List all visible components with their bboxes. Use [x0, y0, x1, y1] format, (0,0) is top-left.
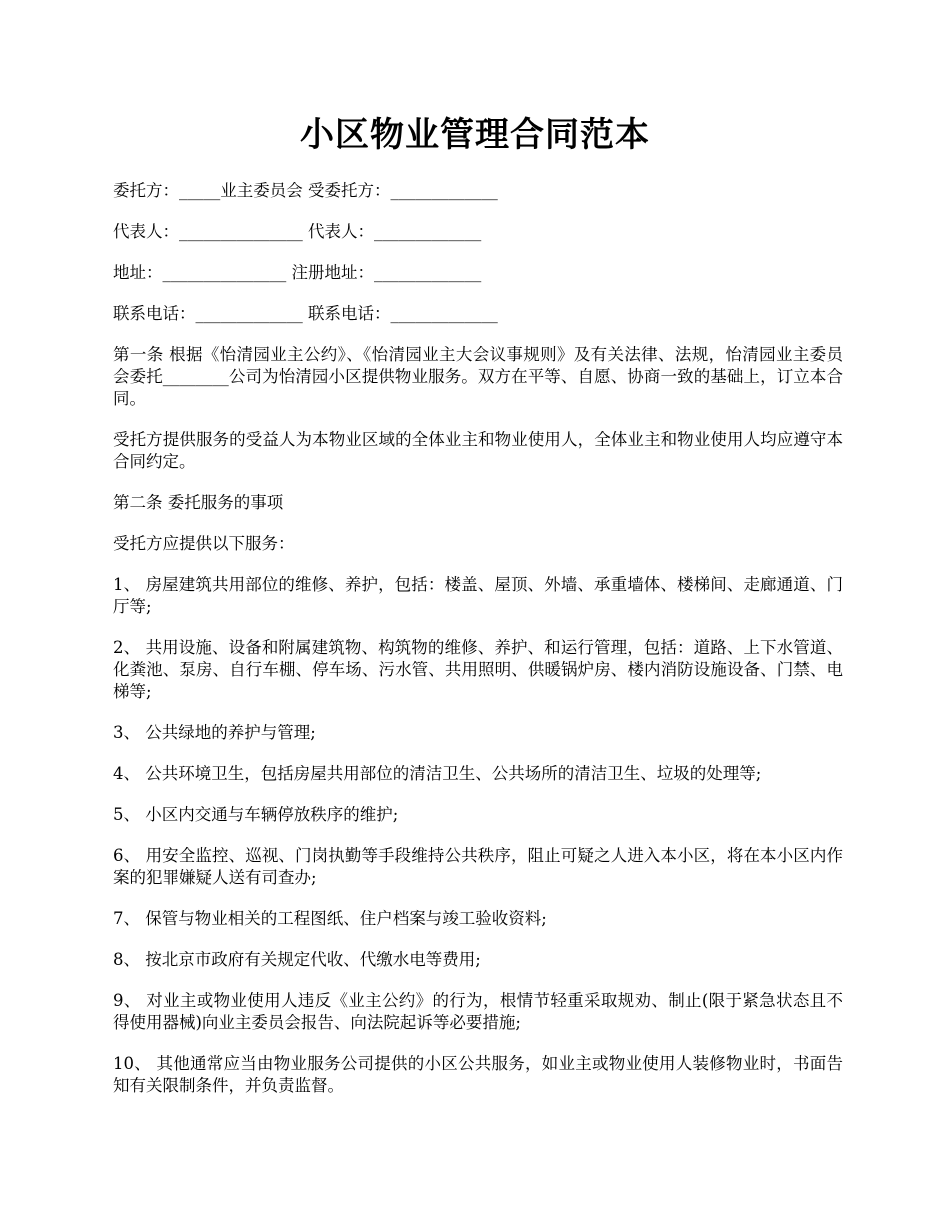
service-item: 7、 保管与物业相关的工程图纸、住户档案与竣工验收资料;: [113, 909, 547, 928]
service-item: 10、 其他通常应当由物业服务公司提供的小区公共服务，如业主或物业使用人装修物业时，书面告知有关限制条件，并负责监督。: [113, 1054, 843, 1095]
service-item: 2、 共用设施、设备和附属建筑物、构筑物的维修、养护、和运行管理，包括：道路、上下水管道、化粪池、泵房、自行车棚、停车场、污水管、共用照明、供暖锅炉房、楼内消防设施设备、门禁、电梯等;: [113, 638, 843, 701]
document-title: 小区物业管理合同范本: [300, 115, 650, 155]
service-item: 3、 公共绿地的养护与管理;: [113, 723, 316, 742]
service-item: 1、 房屋建筑共用部位的维修、养护，包括：楼盖、屋顶、外墙、承重墙体、楼梯间、走廊通道、门厅等;: [113, 575, 843, 616]
party-line-client: 委托方：_____业主委员会 受委托方：_____________: [113, 181, 498, 200]
party-line-representative: 代表人：_______________ 代表人：_____________: [113, 222, 482, 241]
services-intro: 受托方应提供以下服务：: [113, 534, 295, 553]
service-item: 5、 小区内交通与车辆停放秩序的维护;: [113, 805, 399, 824]
article-2-heading: 第二条 委托服务的事项: [113, 493, 284, 512]
beneficiary-paragraph: 受托方提供服务的受益人为本物业区域的全体业主和物业使用人，全体业主和物业使用人均应遵守本合同约定。: [113, 430, 843, 471]
service-item: 8、 按北京市政府有关规定代收、代缴水电等费用;: [113, 950, 481, 969]
service-item: 9、 对业主或物业使用人违反《业主公约》的行为，根情节轻重采取规劝、制止(限于紧急状态且不得使用器械)向业主委员会报告、向法院起诉等必要措施;: [113, 991, 843, 1032]
service-item: 6、 用安全监控、巡视、门岗执勤等手段维持公共秩序，阻止可疑之人进入本小区，将在本小区内作案的犯罪嫌疑人送有司查办;: [113, 846, 843, 887]
service-item: 4、 公共环境卫生，包括房屋共用部位的清洁卫生、公共场所的清洁卫生、垃圾的处理等;: [113, 764, 762, 783]
article-1-paragraph: 第一条 根据《怡清园业主公约》、《怡清园业主大会议事规则》及有关法律、法规，怡清园业主委员会委托________公司为怡清园小区提供物业服务。双方在平等、自愿、协商一致的基础上，订立本合同。: [113, 345, 843, 408]
party-line-address: 地址：_______________ 注册地址：_____________: [113, 263, 482, 282]
document-body: [113, 180, 843, 1116]
party-line-phone: 联系电话：_____________ 联系电话：_____________: [113, 304, 498, 323]
